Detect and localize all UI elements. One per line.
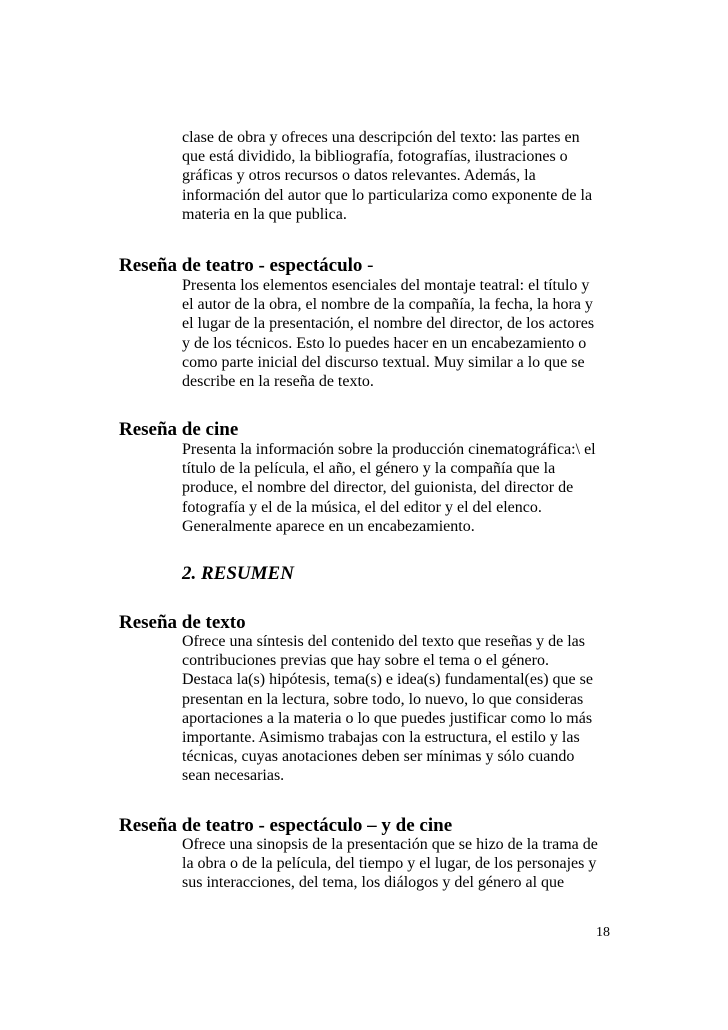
text-line: sus interacciones, del tema, los diálogos y del género al que [182, 874, 565, 892]
text-line: y de los técnicos. Esto lo puedes hacer en un encabezamiento o [182, 334, 587, 352]
intro-paragraph [182, 128, 622, 224]
text-line: el lugar de la presentación, el nombre del director, de los actores [182, 315, 595, 333]
text-line: que está dividido, la bibliografía, fotografías, ilustraciones o [182, 148, 568, 166]
text-line: contribuciones previas que hay sobre el tema o el género. [182, 652, 549, 670]
teatro-cine-paragraph [182, 835, 622, 893]
text-line: aportaciones a la materia o lo que puedes justificar como lo más [182, 709, 593, 727]
text-line: técnicas, cuyas anotaciones deben ser mínimas y sólo cuando [182, 748, 575, 766]
teatro-paragraph [182, 276, 622, 391]
heading-text: Reseña de teatro - espectáculo [119, 255, 363, 276]
text-line: título de la película, el año, el género y la compañía que la [182, 460, 556, 478]
text-line: Ofrece una sinopsis de la presentación que se hizo de la trama de [182, 836, 598, 853]
text-line: produce, el nombre del director, del guionista, del director de [182, 479, 574, 497]
heading-resena-texto: Reseña de texto [119, 612, 246, 633]
text-line: presentan en la lectura, sobre todo, lo nuevo, lo que consideras [182, 690, 584, 708]
heading-resumen: 2. RESUMEN [182, 563, 294, 584]
text-line: la obra o de la película, del tiempo y el lugar, de los personajes y [182, 855, 597, 873]
heading-resena-teatro-cine: Reseña de teatro - espectáculo – y de cine [119, 815, 453, 836]
text-line: el autor de la obra, el nombre de la compañía, la fecha, la hora y [182, 296, 593, 314]
text-line: clase de obra y ofreces una descripción del texto: las partes en [182, 129, 580, 146]
text-line: fotografía y el de la música, el del editor y el del elenco. [182, 498, 542, 516]
cine-paragraph [182, 440, 622, 536]
text-line: información del autor que lo particulariza como exponente de la [182, 186, 593, 204]
text-line: gráficas y otros recursos o datos relevantes. Además, la [182, 167, 536, 185]
heading-resena-cine: Reseña de cine [119, 419, 239, 440]
text-line: Generalmente aparece en un encabezamiento. [182, 517, 475, 535]
texto-paragraph [182, 632, 622, 786]
text-line: Presenta la información sobre la producción cinematográfica:\ el [182, 441, 596, 458]
text-line: importante. Asimismo trabajas con la estructura, el estilo y las [182, 729, 580, 747]
heading-resena-teatro [119, 255, 374, 277]
text-line: describe en la reseña de texto. [182, 373, 374, 391]
page-number: 18 [596, 925, 610, 940]
heading-suffix: - [362, 255, 374, 276]
text-line: como parte inicial del discurso textual. Muy similar a lo que se [182, 353, 585, 371]
text-line: Presenta los elementos esenciales del montaje teatral: el título y [182, 277, 590, 294]
text-line: Destaca la(s) hipótesis, tema(s) e idea(s) fundamental(es) que se [182, 671, 593, 689]
text-line: Ofrece una síntesis del contenido del texto que reseñas y de las [182, 633, 585, 650]
text-line: materia en la que publica. [182, 205, 347, 223]
text-line: sean necesarias. [182, 767, 285, 785]
